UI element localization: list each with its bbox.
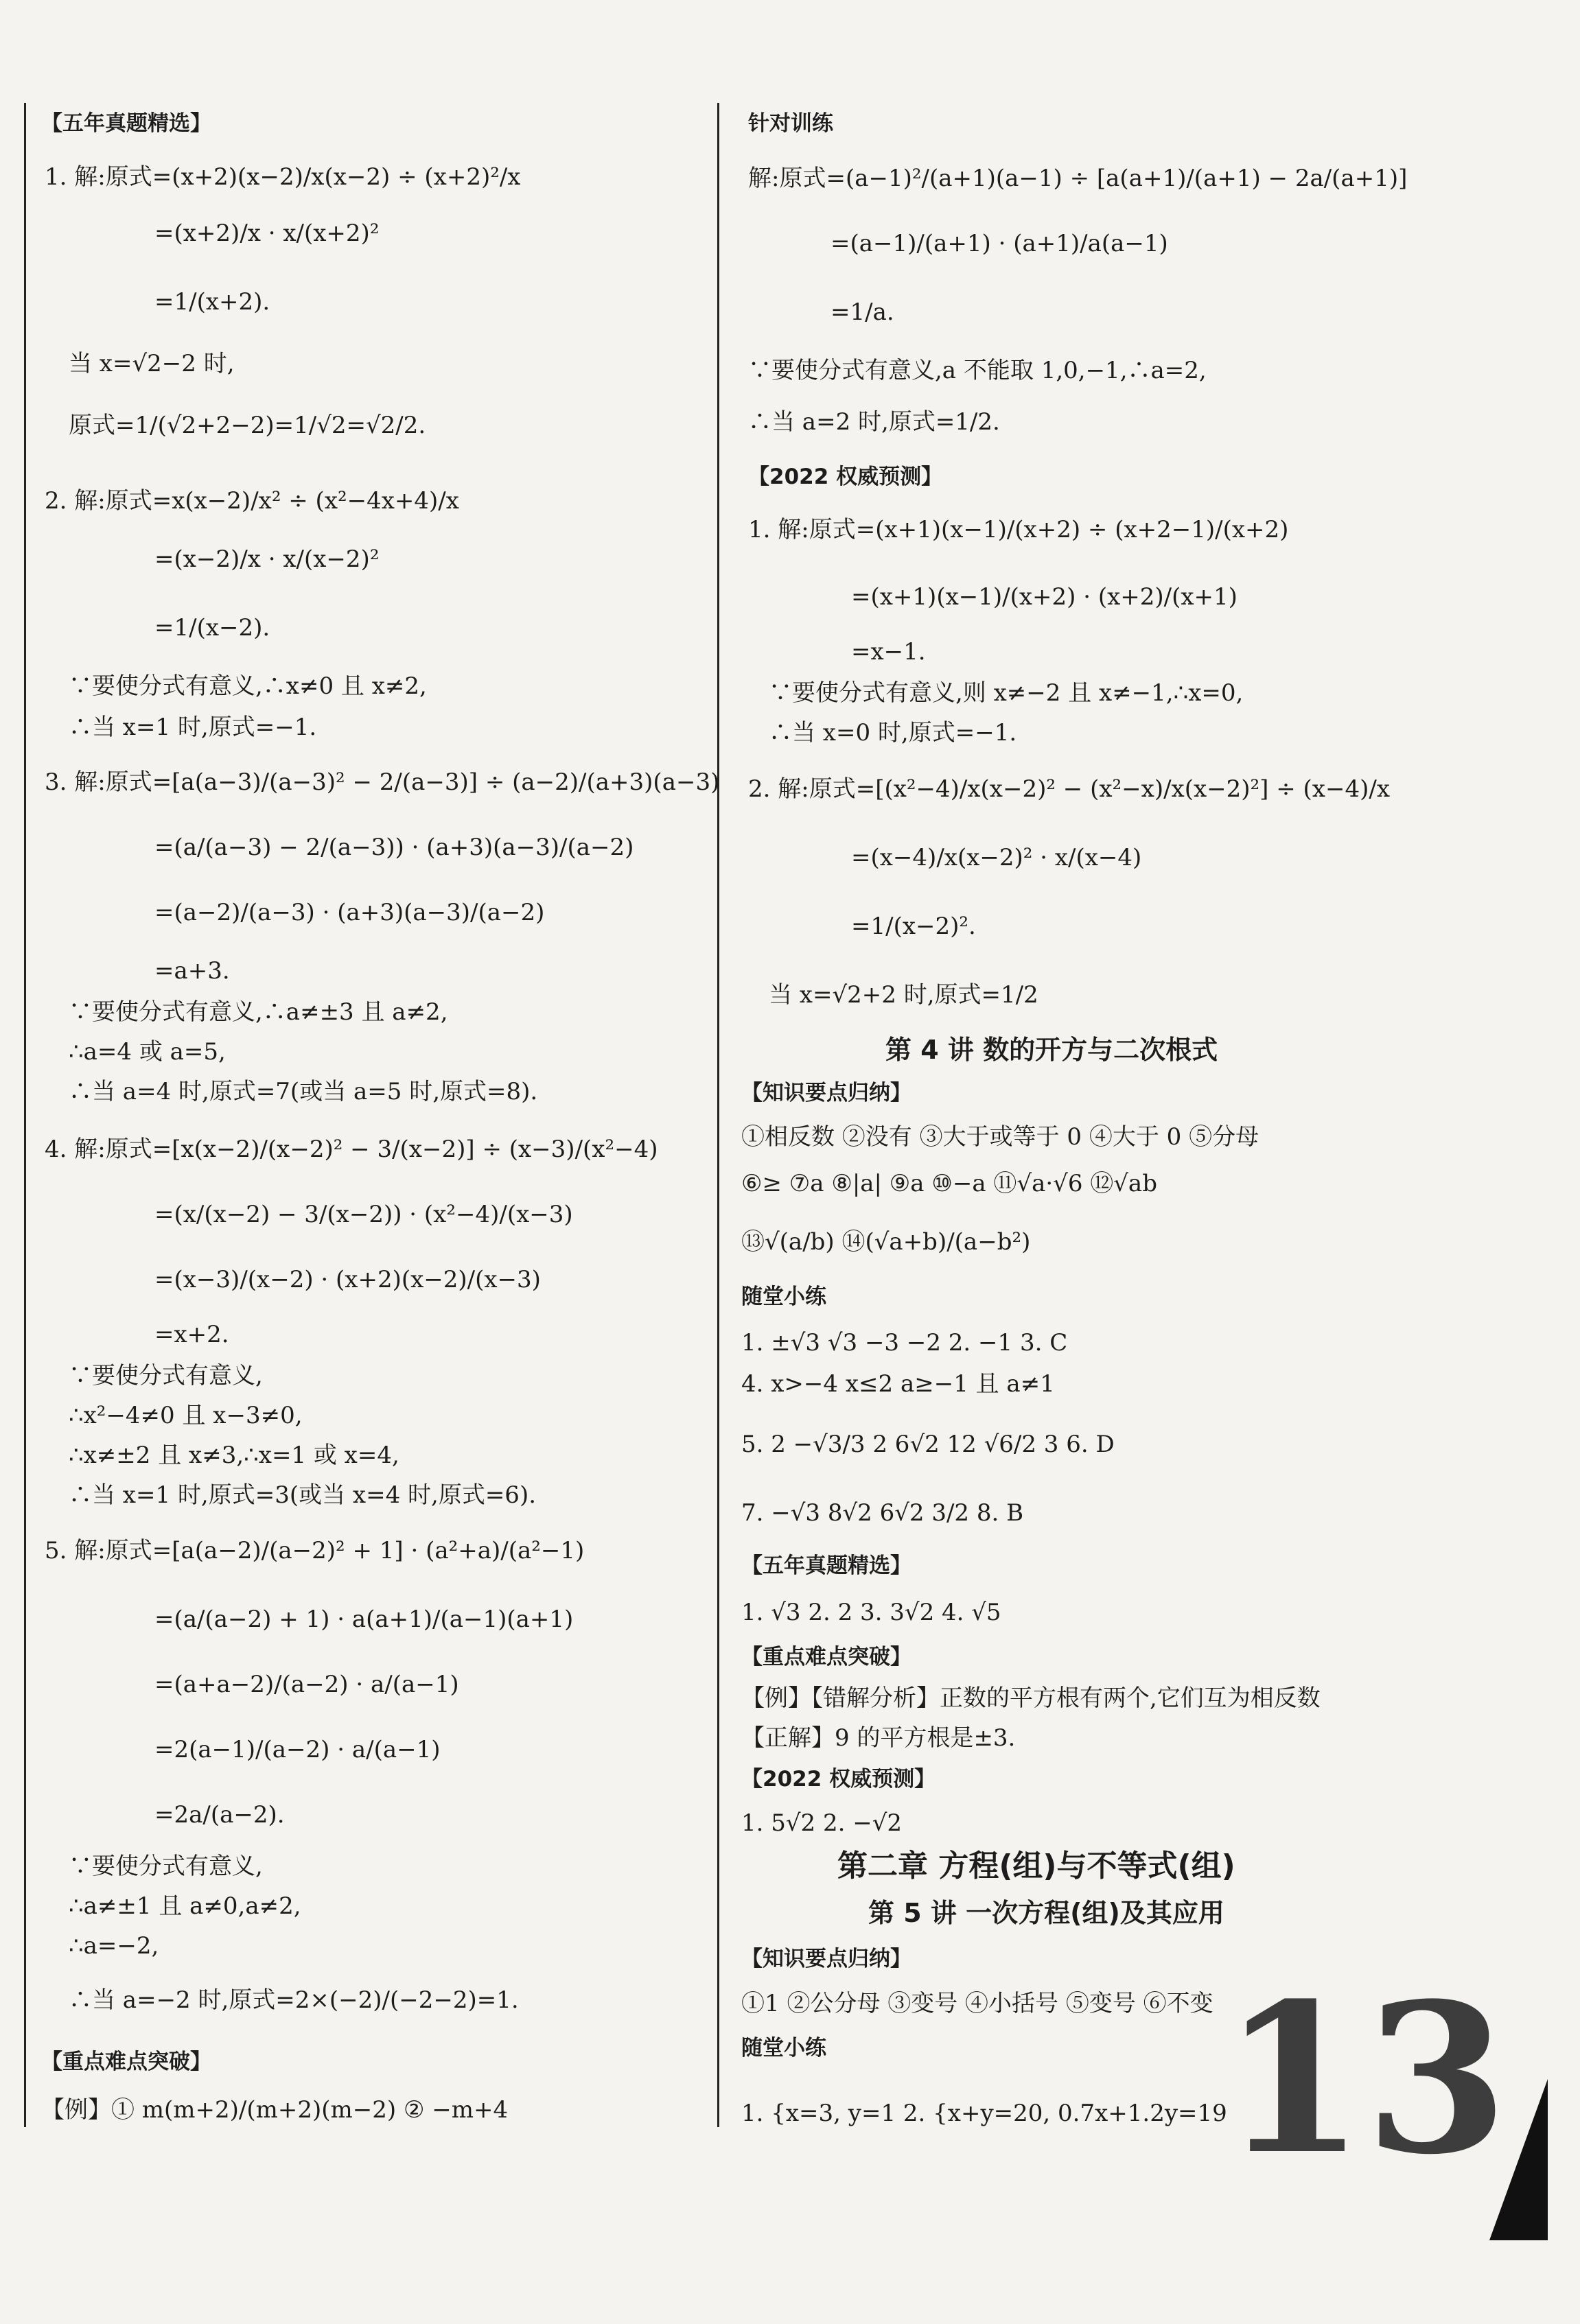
solution-line: 3. 解:原式=[a(a−3)/(a−3)² − 2/(a−3)] ÷ (a−2)/(a+3)(a−3) bbox=[45, 768, 720, 796]
solution-line: =(a−2)/(a−3) · (a+3)(a−3)/(a−2) bbox=[154, 899, 545, 926]
solution-line: ∵要使分式有意义,a 不能取 1,0,−1,∴a=2, bbox=[748, 357, 1207, 384]
solution-line: 1. 解:原式=(x+1)(x−1)/(x+2) ÷ (x+2−1)/(x+2) bbox=[748, 516, 1289, 543]
solution-line: =x−1. bbox=[851, 638, 926, 666]
solution-line: 1. 解:原式=(x+2)(x−2)/x(x−2) ÷ (x+2)²/x bbox=[45, 163, 521, 191]
column-divider-middle bbox=[717, 103, 719, 2127]
solution-line: ∴当 a=4 时,原式=7(或当 a=5 时,原式=8). bbox=[69, 1078, 538, 1105]
solution-line: =(a+a−2)/(a−2) · a/(a−1) bbox=[154, 1671, 459, 1698]
solution-line: 当 x=√2+2 时,原式=1/2 bbox=[769, 981, 1038, 1009]
answer-line: ①相反数 ②没有 ③大于或等于 0 ④大于 0 ⑤分母 bbox=[741, 1123, 1259, 1151]
solution-line: =2(a−1)/(a−2) · a/(a−1) bbox=[154, 1736, 441, 1763]
solution-line: ∴x≠±2 且 x≠3,∴x=1 或 x=4, bbox=[69, 1442, 399, 1469]
page-number: 13 bbox=[1222, 1958, 1509, 2200]
lecture-title: 第 5 讲 一次方程(组)及其应用 bbox=[868, 1898, 1224, 1928]
answer-line: 【例】【错解分析】正数的平方根有两个,它们互为相反数 bbox=[741, 1685, 1321, 1712]
solution-line: ∵要使分式有意义,∴a≠±3 且 a≠2, bbox=[69, 998, 448, 1026]
solution-line: ∴a=4 或 a=5, bbox=[69, 1038, 226, 1066]
solution-line: 2. 解:原式=x(x−2)/x² ÷ (x²−4x+4)/x bbox=[45, 487, 459, 515]
section-heading: 【2022 权威预测】 bbox=[748, 465, 943, 489]
solution-line: =(x−2)/x · x/(x−2)² bbox=[154, 545, 380, 573]
section-heading: 【2022 权威预测】 bbox=[741, 1767, 936, 1792]
solution-line: ∴a≠±1 且 a≠0,a≠2, bbox=[69, 1892, 301, 1920]
column-divider-left bbox=[24, 103, 26, 2127]
answer-line: ⑥≥ ⑦a ⑧|a| ⑨a ⑩−a ⑪√a·√6 ⑫√ab bbox=[741, 1170, 1157, 1197]
answer-line: 1. ±√3 √3 −3 −2 2. −1 3. C bbox=[741, 1329, 1068, 1357]
solution-line: =1/(x−2)². bbox=[851, 913, 976, 940]
answer-line: ⑬√(a/b) ⑭(√a+b)/(a−b²) bbox=[741, 1228, 1031, 1256]
solution-line: ∴当 x=1 时,原式=3(或当 x=4 时,原式=6). bbox=[69, 1481, 537, 1509]
solution-line: 【例】① m(m+2)/(m+2)(m−2) ② −m+4 bbox=[41, 2096, 509, 2124]
answer-line: 7. −√3 8√2 6√2 3/2 8. B bbox=[741, 1499, 1024, 1527]
answer-line: 1. 5√2 2. −√2 bbox=[741, 1809, 903, 1837]
solution-line: =(x−3)/(x−2) · (x+2)(x−2)/(x−3) bbox=[154, 1266, 541, 1293]
solution-line: ∵要使分式有意义,∴x≠0 且 x≠2, bbox=[69, 672, 427, 700]
solution-line: =1/(x+2). bbox=[154, 288, 270, 316]
solution-line: =(x+2)/x · x/(x+2)² bbox=[154, 220, 380, 247]
solution-line: ∴a=−2, bbox=[69, 1932, 159, 1960]
solution-line: =2a/(a−2). bbox=[154, 1801, 285, 1829]
section-heading: 【五年真题精选】 bbox=[741, 1553, 911, 1578]
solution-line: =a+3. bbox=[154, 957, 230, 985]
answer-line: 【正解】9 的平方根是±3. bbox=[741, 1724, 1016, 1752]
answer-line: 1. √3 2. 2 3. 3√2 4. √5 bbox=[741, 1599, 1001, 1626]
section-heading: 【知识要点归纳】 bbox=[741, 1947, 911, 1971]
solution-line: =1/a. bbox=[830, 298, 894, 326]
answer-line: ①1 ②公分母 ③变号 ④小括号 ⑤变号 ⑥不变 bbox=[741, 1990, 1213, 2017]
answer-line: 5. 2 −√3/3 2 6√2 12 √6/2 3 6. D bbox=[741, 1431, 1115, 1458]
solution-line: ∴x²−4≠0 且 x−3≠0, bbox=[69, 1402, 303, 1429]
section-heading: 【知识要点归纳】 bbox=[741, 1081, 911, 1105]
section-heading: 【重点难点突破】 bbox=[741, 1645, 911, 1669]
solution-line: =x+2. bbox=[154, 1321, 229, 1348]
solution-line: 2. 解:原式=[(x²−4)/x(x−2)² − (x²−x)/x(x−2)²] ÷ (x−4)/x bbox=[748, 775, 1390, 803]
solution-line: 原式=1/(√2+2−2)=1/√2=√2/2. bbox=[69, 412, 426, 439]
answer-line: 1. {x=3, y=1 2. {x+y=20, 0.7x+1.2y=19 bbox=[741, 2100, 1227, 2127]
solution-line: 解:原式=(a−1)²/(a+1)(a−1) ÷ [a(a+1)/(a+1) − 2a/(a+1)] bbox=[748, 165, 1408, 192]
solution-line: =(x/(x−2) − 3/(x−2)) · (x²−4)/(x−3) bbox=[154, 1201, 573, 1228]
section-heading: 【五年真题精选】 bbox=[41, 111, 211, 136]
solution-line: =(a/(a−2) + 1) · a(a+1)/(a−1)(a+1) bbox=[154, 1606, 574, 1633]
solution-line: 当 x=√2−2 时, bbox=[69, 350, 235, 377]
solution-line: ∴当 a=2 时,原式=1/2. bbox=[748, 408, 1000, 436]
section-heading: 【重点难点突破】 bbox=[41, 2050, 211, 2074]
solution-line: =(x+1)(x−1)/(x+2) · (x+2)/(x+1) bbox=[851, 583, 1238, 611]
section-heading: 随堂小练 bbox=[741, 2036, 826, 2061]
solution-line: =(a−1)/(a+1) · (a+1)/a(a−1) bbox=[830, 230, 1168, 257]
solution-line: 4. 解:原式=[x(x−2)/(x−2)² − 3/(x−2)] ÷ (x−3)/(x²−4) bbox=[45, 1136, 658, 1163]
section-heading: 针对训练 bbox=[748, 111, 833, 136]
solution-line: =1/(x−2). bbox=[154, 614, 270, 642]
answer-line: 4. x>−4 x≤2 a≥−1 且 a≠1 bbox=[741, 1370, 1055, 1398]
solution-line: =(x−4)/x(x−2)² · x/(x−4) bbox=[851, 844, 1142, 871]
corner-decoration bbox=[1489, 2079, 1548, 2240]
solution-line: ∴当 x=0 时,原式=−1. bbox=[769, 719, 1017, 747]
solution-line: 5. 解:原式=[a(a−2)/(a−2)² + 1] · (a²+a)/(a²−1) bbox=[45, 1537, 585, 1564]
solution-line: =(a/(a−3) − 2/(a−3)) · (a+3)(a−3)/(a−2) bbox=[154, 834, 634, 861]
chapter-title: 第二章 方程(组)与不等式(组) bbox=[837, 1848, 1235, 1883]
solution-line: ∵要使分式有意义, bbox=[69, 1362, 263, 1389]
lecture-title: 第 4 讲 数的开方与二次根式 bbox=[885, 1035, 1218, 1065]
solution-line: ∴当 a=−2 时,原式=2×(−2)/(−2−2)=1. bbox=[69, 1986, 519, 2014]
section-heading: 随堂小练 bbox=[741, 1284, 826, 1309]
solution-line: ∵要使分式有意义,则 x≠−2 且 x≠−1,∴x=0, bbox=[769, 679, 1244, 707]
solution-line: ∴当 x=1 时,原式=−1. bbox=[69, 714, 317, 741]
solution-line: ∵要使分式有意义, bbox=[69, 1853, 263, 1880]
